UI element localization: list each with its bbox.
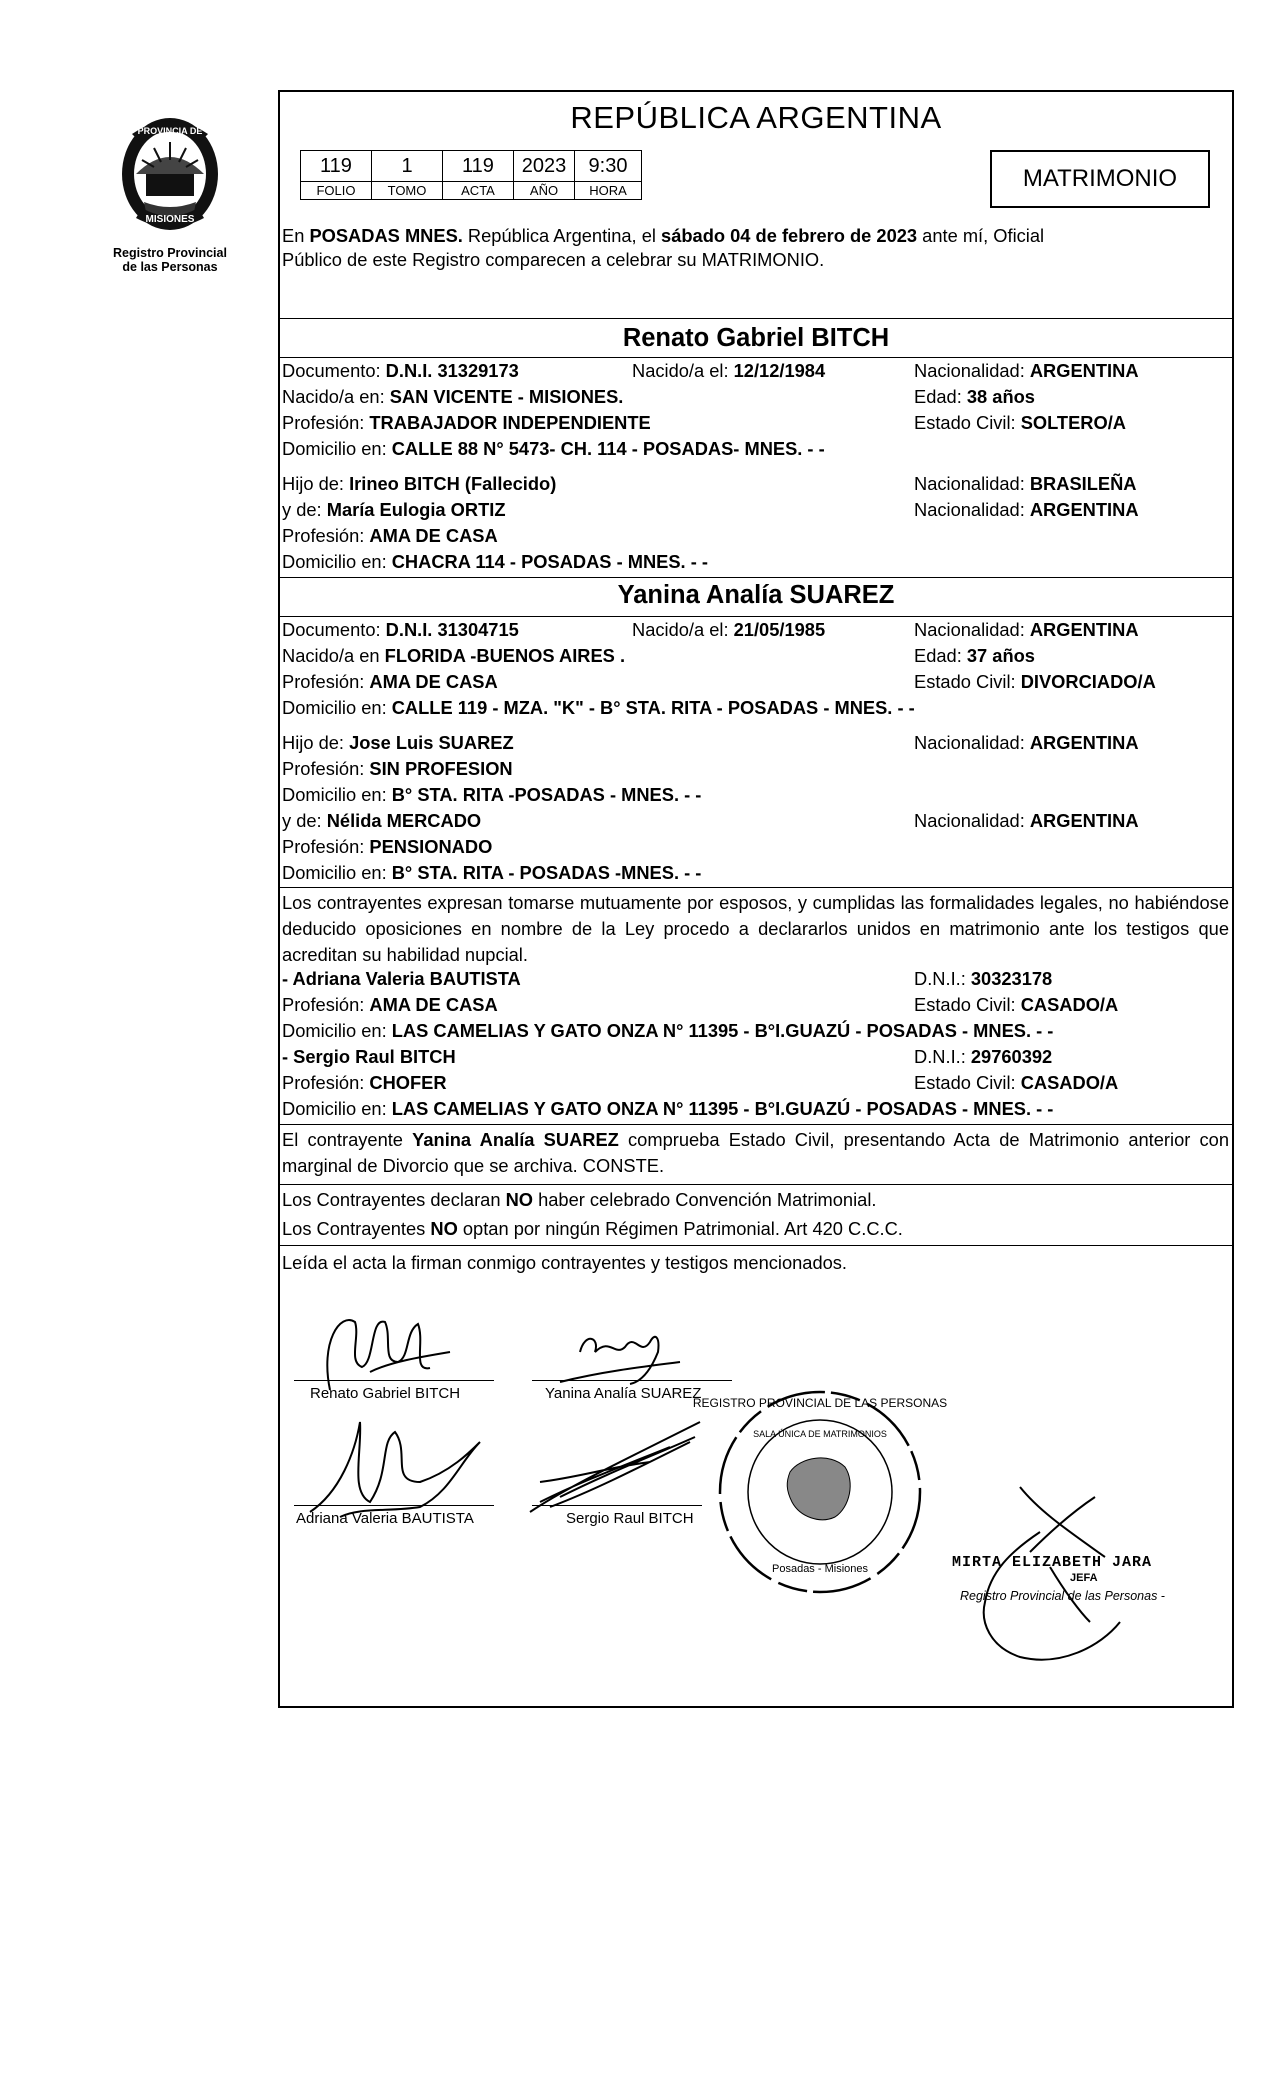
spouse2-born: Nacido/a el: 21/05/1985 xyxy=(632,619,826,640)
spouse2-name: Yanina Analía SUAREZ xyxy=(617,581,895,609)
civil-status-note: El contrayente Yanina Analía SUAREZ comprueba Estado Civil, presentando Acta de Matrimonio anterior con marginal de Divorcio que se archiva. CONSTE. xyxy=(282,1129,1229,1176)
spouse1-civil-status: Estado Civil: SOLTERO/A xyxy=(914,412,1126,433)
spouse1-birthplace: Nacido/a en: SAN VICENTE - MISIONES. xyxy=(282,386,624,407)
spouse1-nationality: Nacionalidad: ARGENTINA xyxy=(914,360,1139,381)
convention-line1: Los Contrayentes declaran NO haber celebrado Convención Matrimonial. xyxy=(282,1189,877,1210)
spouse2-birthplace: Nacido/a en FLORIDA -BUENOS AIRES . xyxy=(282,645,626,666)
acta-value: 119 xyxy=(443,151,514,182)
folio-value: 119 xyxy=(301,151,372,182)
declaration-text: Los contrayentes expresan tomarse mutuamente por esposos, y cumplidas las formalidades legales, no habiéndose deducido oposiciones en nombre de la Ley procedo a declararlos unidos en matrimonio ante los testigos que acreditan su habilidad nupcial. xyxy=(282,892,1229,965)
tomo-label: TOMO xyxy=(372,182,443,200)
spouse1-mother-nationality: Nacionalidad: ARGENTINA xyxy=(914,499,1139,520)
witness1-dni: D.N.I.: 30323178 xyxy=(914,968,1053,989)
signature-spouse2-icon xyxy=(540,1312,690,1387)
spouse2-mother: y de: Nélida MERCADO xyxy=(282,810,482,831)
official-org: Registro Provincial de las Personas - xyxy=(960,1589,1165,1603)
spouse2-age: Edad: 37 años xyxy=(914,645,1035,666)
witness2-civil-status: Estado Civil: CASADO/A xyxy=(914,1072,1119,1093)
spouse2-address: Domicilio en: CALLE 119 - MZA. "K" - B° STA. RITA - POSADAS - MNES. - - xyxy=(282,697,915,718)
spouse1-doc: Documento: D.N.I. 31329173 xyxy=(282,360,519,381)
svg-text:Posadas - Misiones: Posadas - Misiones xyxy=(772,1563,868,1575)
hora-value: 9:30 xyxy=(575,151,642,182)
spouse1-father: Hijo de: Irineo BITCH (Fallecido) xyxy=(282,473,557,494)
signature-spouse1-icon xyxy=(300,1302,460,1392)
hora-label: HORA xyxy=(575,182,642,200)
spouse1-parents-profession: Profesión: AMA DE CASA xyxy=(282,525,498,546)
svg-text:REGISTRO PROVINCIAL DE LAS PER: REGISTRO PROVINCIAL DE LAS PERSONAS xyxy=(692,1396,948,1410)
acta-label: ACTA xyxy=(443,182,514,200)
anio-value: 2023 xyxy=(514,151,575,182)
spouse2-father: Hijo de: Jose Luis SUAREZ xyxy=(282,732,514,753)
svg-text:MISIONES: MISIONES xyxy=(145,214,195,225)
registry-logo xyxy=(110,112,230,274)
spouse2-father-address: Domicilio en: B° STA. RITA -POSADAS - MNES. - - xyxy=(282,784,702,805)
witness2-profession: Profesión: CHOFER xyxy=(282,1072,447,1093)
spouse2-nationality: Nacionalidad: ARGENTINA xyxy=(914,619,1139,640)
signature-label-witness2: Sergio Raul BITCH xyxy=(566,1510,694,1527)
registry-caption-line2: de las Personas xyxy=(122,260,218,274)
spouse2-civil-status: Estado Civil: DIVORCIADO/A xyxy=(914,671,1156,692)
signature-label-spouse1: Renato Gabriel BITCH xyxy=(310,1385,461,1402)
spouse1-age: Edad: 38 años xyxy=(914,386,1035,407)
spouse1-born: Nacido/a el: 12/12/1984 xyxy=(632,360,826,381)
witness1-address: Domicilio en: LAS CAMELIAS Y GATO ONZA N° 11395 - B°I.GUAZÚ - POSADAS - MNES. - - xyxy=(282,1020,1054,1041)
witness2-address: Domicilio en: LAS CAMELIAS Y GATO ONZA N° 11395 - B°I.GUAZÚ - POSADAS - MNES. - - xyxy=(282,1098,1054,1119)
spouse2-mother-address: Domicilio en: B° STA. RITA - POSADAS -MNES. - - xyxy=(282,862,702,883)
signature-label-spouse2: Yanina Analía SUAREZ xyxy=(545,1385,702,1402)
record-table xyxy=(300,150,642,200)
signature-witness2-icon xyxy=(520,1412,720,1522)
registry-seal-icon xyxy=(692,1382,948,1602)
spouse2-father-nationality: Nacionalidad: ARGENTINA xyxy=(914,732,1139,753)
province-shield-icon xyxy=(114,112,226,242)
signature-witness1-icon xyxy=(300,1412,500,1522)
witness2-dni: D.N.I.: 29760392 xyxy=(914,1046,1053,1067)
official-role: JEFA xyxy=(1070,1572,1098,1584)
spouse2-profession: Profesión: AMA DE CASA xyxy=(282,671,498,692)
spouse2-mother-nationality: Nacionalidad: ARGENTINA xyxy=(914,810,1139,831)
signature-label-witness1: Adriana Valeria BAUTISTA xyxy=(296,1510,474,1527)
witness1-civil-status: Estado Civil: CASADO/A xyxy=(914,994,1119,1015)
intro-line2: Público de este Registro comparecen a celebrar su MATRIMONIO. xyxy=(282,249,825,270)
svg-text:PROVINCIA DE: PROVINCIA DE xyxy=(137,126,203,136)
folio-label: FOLIO xyxy=(301,182,372,200)
official-name: MIRTA ELIZABETH JARA xyxy=(952,1554,1153,1571)
closing-text: Leída el acta la firman conmigo contrayentes y testigos mencionados. xyxy=(282,1252,847,1273)
intro-line1: En POSADAS MNES. República Argentina, el sábado 04 de febrero de 2023 ante mí, Oficial xyxy=(282,225,1045,246)
svg-text:SALA ÚNICA DE MATRIMONIOS: SALA ÚNICA DE MATRIMONIOS xyxy=(753,1429,887,1439)
spouse1-mother: y de: María Eulogia ORTIZ xyxy=(282,499,506,520)
spouse2-doc: Documento: D.N.I. 31304715 xyxy=(282,619,519,640)
registry-caption-line1: Registro Provincial xyxy=(113,246,227,260)
spouse2-father-profession: Profesión: SIN PROFESION xyxy=(282,758,513,779)
registry-caption xyxy=(110,246,230,274)
act-type-badge: MATRIMONIO xyxy=(990,150,1210,208)
spouse1-name: Renato Gabriel BITCH xyxy=(622,324,890,352)
spouse1-father-nationality: Nacionalidad: BRASILEÑA xyxy=(914,473,1137,494)
signature-official-icon xyxy=(930,1472,1130,1682)
spouse1-parents-address: Domicilio en: CHACRA 114 - POSADAS - MNES. - - xyxy=(282,551,708,572)
certificate-frame xyxy=(278,90,1234,1708)
spouse1-profession: Profesión: TRABAJADOR INDEPENDIENTE xyxy=(282,412,651,433)
spouse2-mother-profession: Profesión: PENSIONADO xyxy=(282,836,493,857)
witness1-profession: Profesión: AMA DE CASA xyxy=(282,994,498,1015)
tomo-value: 1 xyxy=(372,151,443,182)
spouse1-address: Domicilio en: CALLE 88 N° 5473- CH. 114 - POSADAS- MNES. - - xyxy=(282,438,825,459)
witness1-name: - Adriana Valeria BAUTISTA xyxy=(282,968,521,989)
country-title: REPÚBLICA ARGENTINA xyxy=(570,100,942,135)
anio-label: AÑO xyxy=(514,182,575,200)
witness2-name: - Sergio Raul BITCH xyxy=(282,1046,456,1067)
convention-line2: Los Contrayentes NO optan por ningún Régimen Patrimonial. Art 420 C.C.C. xyxy=(282,1218,903,1239)
